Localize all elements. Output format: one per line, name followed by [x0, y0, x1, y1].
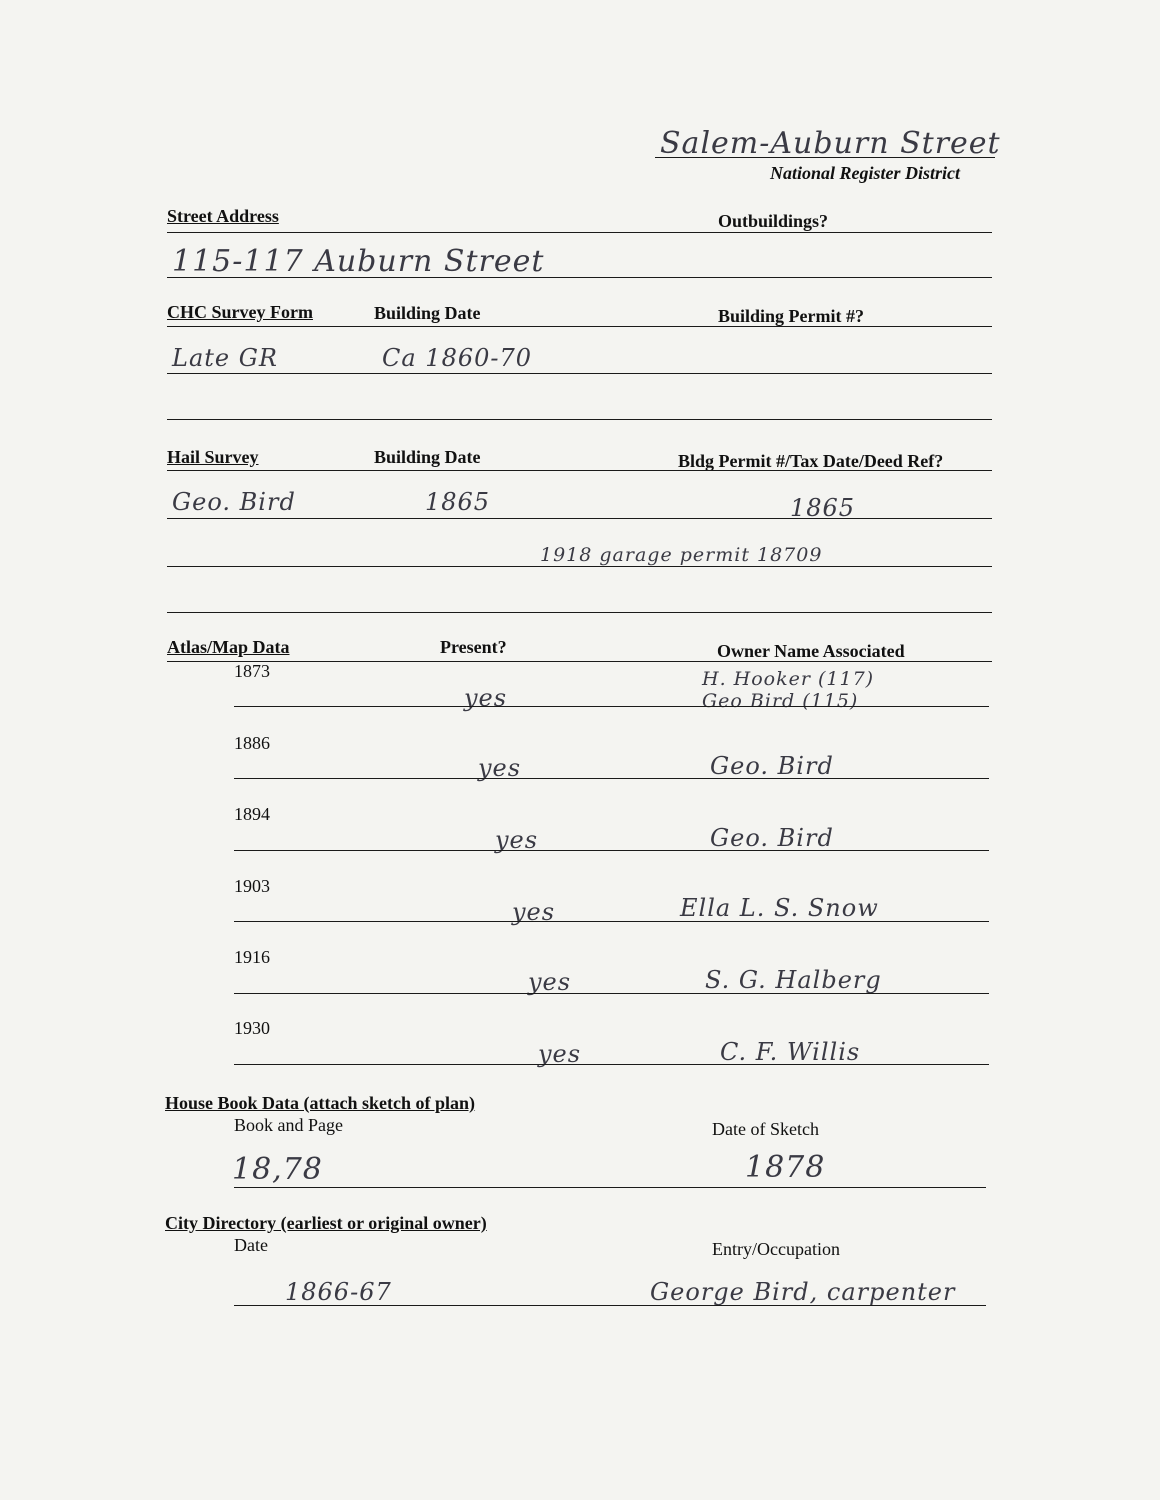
district-label: National Register District: [770, 163, 961, 183]
atlas-year-1886: 1886: [234, 733, 270, 753]
hail-building-date-label: Building Date: [374, 447, 481, 467]
book-page-label: Book and Page: [234, 1115, 343, 1135]
atlas-present-1916: yes: [528, 968, 572, 996]
atlas-top-line: [167, 661, 992, 662]
atlas-owner-1894: Geo. Bird: [710, 824, 834, 852]
hail-permit-label: Bldg Permit #/Tax Date/Deed Ref?: [678, 451, 944, 471]
street-address-value: 115-117 Auburn Street: [172, 244, 545, 279]
atlas-year-1894: 1894: [234, 804, 270, 824]
hail-date-value: 1865: [425, 488, 491, 516]
city-directory-line: [234, 1305, 986, 1306]
chc-line-1: [167, 373, 992, 374]
sketch-date-label: Date of Sketch: [712, 1119, 819, 1139]
atlas-present-1894: yes: [495, 826, 539, 854]
atlas-owner-1886: Geo. Bird: [710, 752, 834, 780]
hail-survey-label: Hail Survey: [167, 447, 259, 467]
district-handwritten: Salem-Auburn Street: [660, 126, 1001, 161]
atlas-present-1903: yes: [512, 898, 556, 926]
chc-line-2: [167, 419, 992, 420]
atlas-line-1886: [234, 778, 989, 779]
district-line: [655, 157, 995, 158]
hail-line-1: [167, 518, 992, 519]
city-directory-label: City Directory (earliest or original owner): [165, 1213, 487, 1233]
chc-survey-label: CHC Survey Form: [167, 302, 313, 322]
atlas-owner-1916: S. G. Halberg: [705, 966, 882, 994]
street-address-label: Street Address: [167, 206, 279, 226]
city-directory-entry-value: George Bird, carpenter: [650, 1278, 956, 1306]
hail-top-line: [167, 470, 992, 471]
atlas-year-1873: 1873: [234, 661, 270, 681]
atlas-owner-1873: H. Hooker (117): [702, 668, 875, 690]
atlas-line-1873: [234, 706, 989, 707]
chc-form-value: Late GR: [172, 344, 278, 372]
chc-permit-label: Building Permit #?: [718, 306, 865, 326]
street-address-top-line: [167, 232, 992, 233]
hail-permit-value: 1865: [790, 494, 856, 522]
house-book-label: House Book Data (attach sketch of plan): [165, 1093, 476, 1113]
hail-survey-value: Geo. Bird: [172, 488, 296, 516]
atlas-owner-label: Owner Name Associated: [717, 641, 905, 661]
city-directory-date-label: Date: [234, 1235, 268, 1255]
hail-line-3: [167, 612, 992, 613]
atlas-owner-1930: C. F. Willis: [720, 1038, 861, 1066]
city-directory-date-value: 1866-67: [285, 1278, 392, 1306]
house-book-line: [234, 1187, 986, 1188]
atlas-line-1903: [234, 921, 989, 922]
book-page-value: 18,78: [232, 1152, 323, 1187]
atlas-line-1930: [234, 1064, 989, 1065]
atlas-present-label: Present?: [440, 637, 507, 657]
chc-date-value: Ca 1860-70: [382, 344, 533, 372]
atlas-present-1886: yes: [478, 754, 522, 782]
chc-top-line: [167, 326, 992, 327]
atlas-year-1903: 1903: [234, 876, 270, 896]
atlas-present-1873: yes: [464, 684, 508, 712]
hail-permit-note: 1918 garage permit 18709: [540, 544, 823, 566]
street-address-line: [167, 277, 992, 278]
sketch-date-value: 1878: [745, 1150, 826, 1185]
atlas-year-1930: 1930: [234, 1018, 270, 1038]
atlas-label: Atlas/Map Data: [167, 637, 290, 657]
hail-line-2: [167, 566, 992, 567]
atlas-line-1916: [234, 993, 989, 994]
chc-building-date-label: Building Date: [374, 303, 481, 323]
outbuildings-label: Outbuildings?: [718, 211, 829, 231]
atlas-present-1930: yes: [538, 1040, 582, 1068]
city-directory-entry-label: Entry/Occupation: [712, 1239, 840, 1259]
atlas-year-1916: 1916: [234, 947, 270, 967]
atlas-line-1894: [234, 850, 989, 851]
atlas-owner2-1873: Geo Bird (115): [702, 690, 859, 712]
atlas-owner-1903: Ella L. S. Snow: [680, 894, 879, 922]
